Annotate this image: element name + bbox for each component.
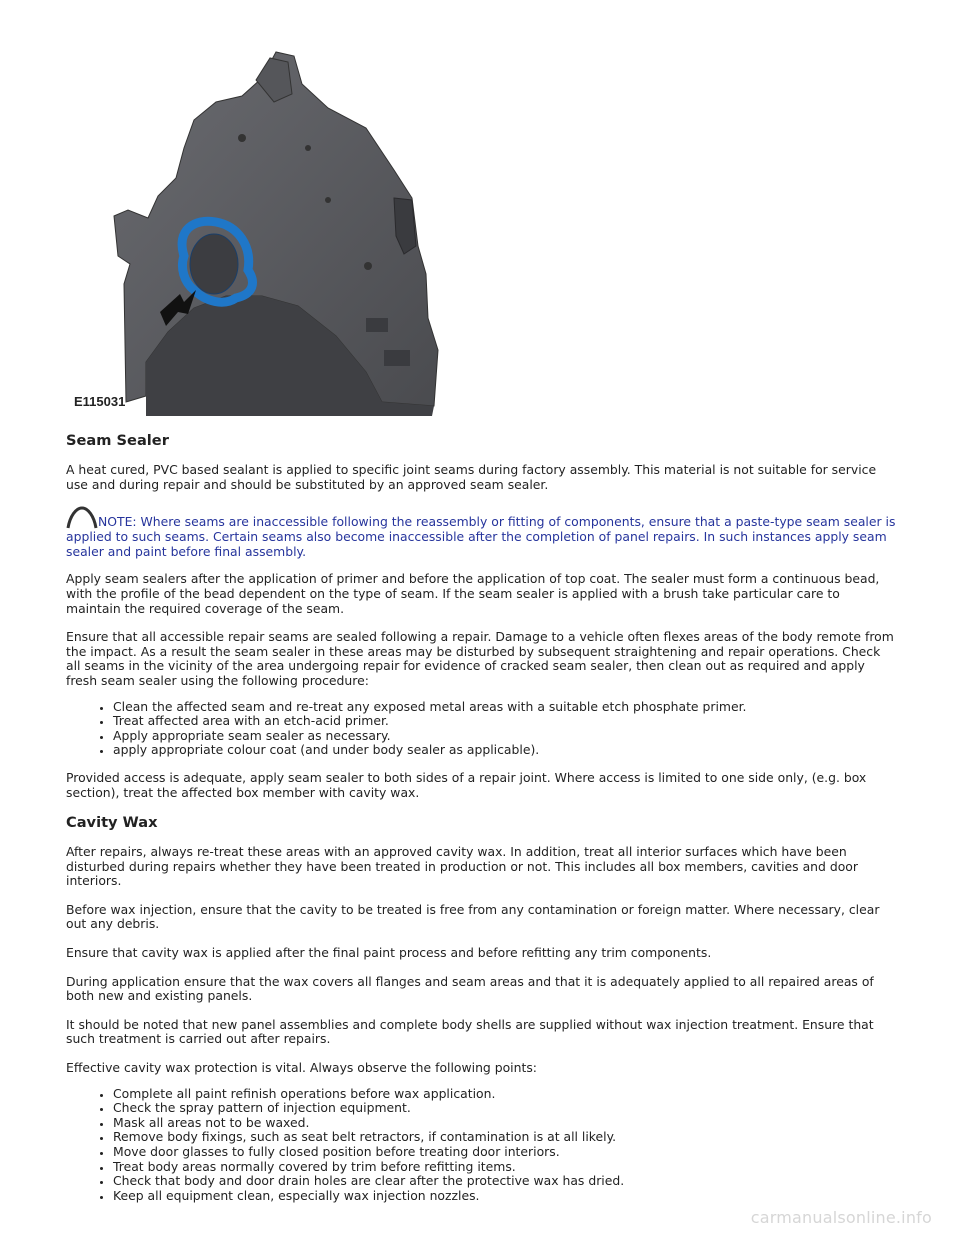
cavity-wax-para1: After repairs, always re-treat these areas with an approved cavity wax. In addition, treat all interior surfaces which have been disturbed during repairs whether they have been treated in production or not. This includes all box members, cavities and door interiors. xyxy=(66,844,858,889)
cavity-wax-para2: Before wax injection, ensure that the cavity to be treated is free from any contamination or foreign matter. Where necessary, clear out any debris. xyxy=(66,901,880,932)
seam-sealer-procedure-list xyxy=(66,700,896,758)
note-text: NOTE: Where seams are inaccessible following the reassembly or fitting of components, ensure that a paste-type seam sealer is applied to such seams. Certain seams also become inaccessible after the completion of panel repairs. In such instances apply seam sealer and paint before final assembly. xyxy=(66,514,896,559)
cavity-wax-para5: It should be noted that new panel assemblies and complete body shells are supplied without wax injection treatment. Ensure that such treatment is carried out after repairs. xyxy=(66,1016,874,1047)
list-item: • Treat body areas normally covered by trim before refitting items. xyxy=(113,1160,896,1175)
cavity-wax-points-list xyxy=(66,1087,896,1204)
cavity-wax-para6: Effective cavity wax protection is vital. Always observe the following points: xyxy=(66,1060,537,1076)
list-item: • Check the spray pattern of injection equipment. xyxy=(113,1101,896,1116)
cavity-wax-heading: Cavity Wax xyxy=(66,814,158,832)
seam-sealer-para4: Provided access is adequate, apply seam sealer to both sides of a repair joint. Where access is limited to one side only, (e.g. box section), treat the affected box member with cavity wax. xyxy=(66,769,867,800)
list-item: • Check that body and door drain holes are clear after the protective wax has dried. xyxy=(113,1174,896,1189)
body-panel-illustration xyxy=(66,50,446,416)
watermark-link[interactable]: carmanualsonline.info xyxy=(750,1208,932,1228)
list-item: • Mask all areas not to be waxed. xyxy=(113,1116,896,1131)
list-item: • Keep all equipment clean, especially wax injection nozzles. xyxy=(113,1189,896,1204)
document-body xyxy=(66,432,896,1216)
cavity-wax-para3: Ensure that cavity wax is applied after the final paint process and before refitting any trim components. xyxy=(66,945,712,961)
note-block xyxy=(66,506,896,559)
list-item: • Treat affected area with an etch-acid primer. xyxy=(113,714,896,729)
seam-sealer-heading: Seam Sealer xyxy=(66,432,169,449)
list-item: • Apply appropriate seam sealer as necessary. xyxy=(113,729,896,744)
note-icon xyxy=(66,506,98,530)
seam-sealer-para3: Ensure that all accessible repair seams are sealed following a repair. Damage to a vehicle often flexes areas of the body remote from the impact. As a result the seam sealer in these areas may be disturbed by subsequent straightening and repair operations. Check all seams in the vicinity of the area undergoing repair for evidence of cracked seam sealer, then clean out as required and apply fresh seam sealer using the following procedure: xyxy=(66,629,894,688)
list-item: • Remove body fixings, such as seat belt retractors, if contamination is at all likely. xyxy=(113,1130,896,1145)
list-item: • Clean the affected seam and re-treat any exposed metal areas with a suitable etch phosphate primer. xyxy=(113,700,896,715)
figure-caption: E115031 xyxy=(74,394,126,409)
seam-sealer-para2: Apply seam sealers after the application of primer and before the application of top coat. The sealer must form a continuous bead, with the profile of the bead dependent on the type of seam. If the seam sealer is applied with a brush take particular care to maintain the required coverage of the seam. xyxy=(66,571,880,616)
list-item: • Move door glasses to fully closed position before treating door interiors. xyxy=(113,1145,896,1160)
wheel-arch-panel-drawing xyxy=(66,50,446,416)
cavity-wax-para4: During application ensure that the wax covers all flanges and seam areas and that it is adequately applied to all repaired areas of both new and existing panels. xyxy=(66,973,874,1004)
list-item: • Complete all paint refinish operations before wax application. xyxy=(113,1087,896,1102)
list-item: • apply appropriate colour coat (and under body sealer as applicable). xyxy=(113,743,896,758)
seam-sealer-intro: A heat cured, PVC based sealant is applied to specific joint seams during factory assembly. This material is not suitable for service use and during repair and should be substituted by an approved seam sealer. xyxy=(66,462,877,492)
